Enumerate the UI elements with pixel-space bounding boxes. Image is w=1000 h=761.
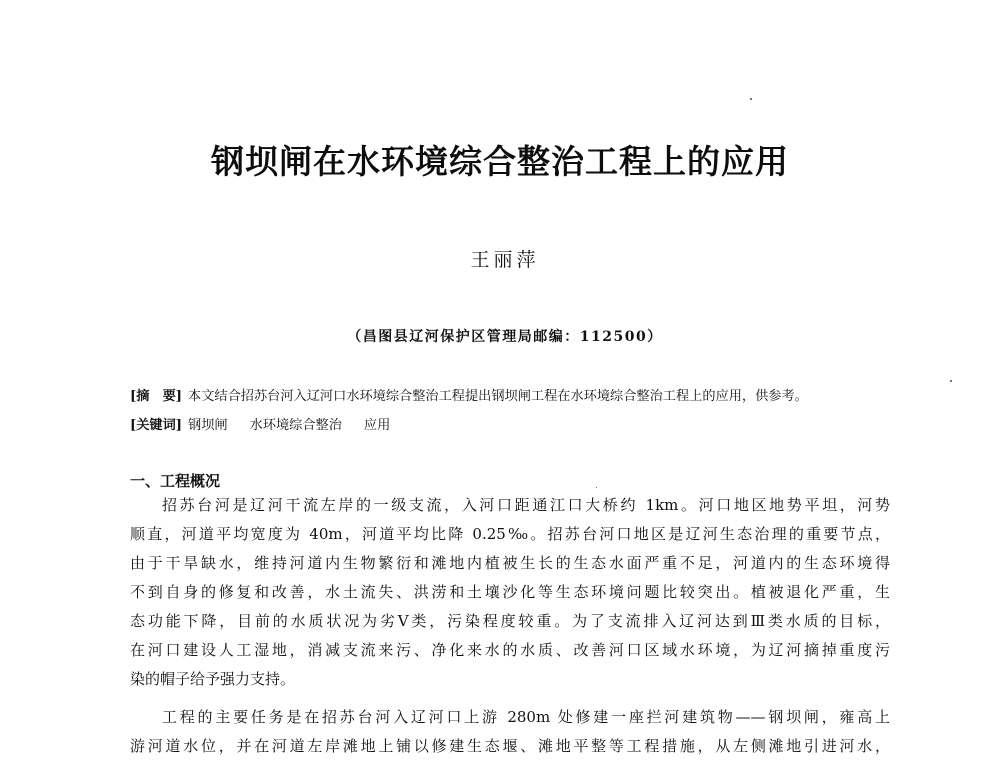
abstract-label: [摘 要] [130, 389, 183, 404]
paragraph-line: 工程的主要任务是在招苏台河入辽河口上游 280m 处修建一座拦河建筑物——钢坝闸，雍高上 [162, 708, 890, 726]
author-affiliation: （昌图县辽河保护区管理局邮编：112500） [347, 329, 663, 345]
paragraph-line: 染的帽子给予强力支持。 [130, 670, 296, 688]
paragraph-line: 在河口建设人工湿地，消减支流来污、净化来水的水质、改善河口区域水环境，为辽河摘掉重度污 [130, 641, 890, 659]
section-heading: 一、工程概况 [130, 472, 221, 490]
paragraph-line: 由于干旱缺水，维持河道内生物繁衍和滩地内植被生长的生态水面严重不足，河道内的生态环境得 [130, 554, 890, 572]
abstract-text: 本文结合招苏台河入辽河口水环境综合整治工程提出钢坝闸工程在水环境综合整治工程上的应用，供参考。 [188, 389, 808, 404]
paragraph-line: 顺直，河道平均宽度为 40m，河道平均比降 0.25‰。招苏台河口地区是辽河生态治理的重要节点， [130, 525, 890, 543]
paragraph-line: 不到自身的修复和改善，水土流失、洪涝和土壤沙化等生态环境问题比较突出。植被退化严重，生 [130, 583, 890, 601]
paper-title: 钢坝闸在水环境综合整治工程上的应用 [211, 142, 789, 181]
keywords [130, 414, 412, 433]
scan-speck [596, 487, 597, 488]
scan-speck [750, 98, 752, 100]
body-paragraph [130, 703, 890, 761]
keyword-item: 钢坝闸 [188, 418, 228, 433]
scan-speck [950, 380, 952, 382]
paragraph-line: 游河道水位，并在河道左岸滩地上铺以修建生态堰、滩地平整等工程措施，从左侧滩地引进河水， [130, 737, 890, 755]
author-name: 王丽萍 [470, 249, 540, 271]
keyword-item: 水环境综合整治 [249, 418, 342, 433]
keywords-label: [关键词] [130, 418, 183, 433]
abstract [130, 385, 808, 404]
paragraph-line: 态功能下降，目前的水质状况为劣Ⅴ类，污染程度较重。为了支流排入辽河达到Ⅲ类水质的目标， [130, 612, 890, 630]
keyword-item: 应用 [363, 418, 391, 433]
body-paragraph [130, 491, 890, 694]
paragraph-line: 招苏台河是辽河干流左岸的一级支流，入河口距通江口大桥约 1km。河口地区地势平坦，河势 [162, 496, 890, 514]
